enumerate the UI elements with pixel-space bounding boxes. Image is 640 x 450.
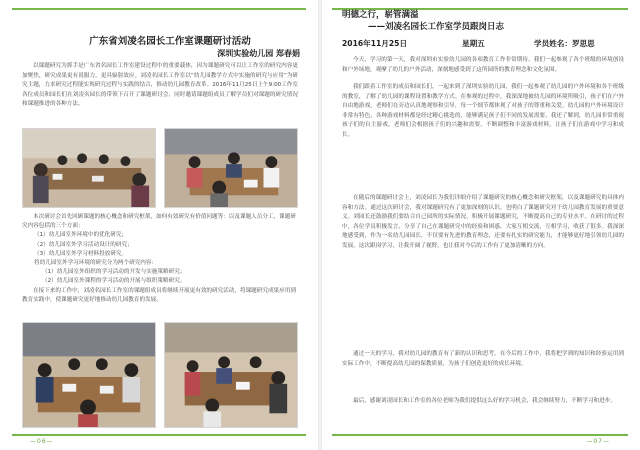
list-item-2: （2）幼儿园室外学习活动设计的研究； — [34, 241, 133, 248]
bottom-green-rule — [332, 434, 628, 436]
right-page — [322, 0, 640, 450]
right-paragraph-2: 我们跟着工作室的成员和园长们，一起来到了深圳实验幼儿园，我们一起参观了幼儿园的户外环境和各个班级的教室，了解了幼儿园的课程设置和教学方式。在参观的过程中，我深深地被幼儿园的环境所吸引，孩子们在户外自由地游戏，老师们在旁边认真地观察和引导，每一个细节都体现了对孩子的尊重和关爱。幼儿园的户外环境设计非常有特色，各种游戏材料都是经过精心挑选的，能够满足孩子们不同的发展需要。我还了解到，幼儿园非常重视孩子们的自主游戏，老师们会根据孩子们的兴趣和需要，不断调整和丰富游戏材料，让孩子们在游戏中学习和成长。 — [342, 84, 624, 138]
bottom-green-rule — [12, 434, 306, 436]
list-sub-intro: 将幼儿园室外学习环境的研究分为两个研究内容： — [34, 260, 158, 267]
photo-group-discussion — [164, 128, 298, 208]
left-page-number: —06— — [30, 438, 54, 445]
left-page-byline: 深圳实验幼儿园 郑春娟 — [217, 49, 300, 58]
right-paragraph-1: 今天，学习的第一天，我对深圳市实验幼儿园的各项教育工作非常期待。我们一起参观了各个班级的环境创设和户外场地，观摩了幼儿的户外活动，深刻地感受到了这所园所的教育理念和文化氛围。 — [342, 57, 624, 73]
left-closing-paragraph: 在接下来的工作中，刘凌名园长工作室的课题组成员将继续开展更有效的研究活动，将课题研究成果应用到教育实践中，使课题研究更好地推动幼儿园教育的发展。 — [22, 287, 296, 303]
list-item-1: （1）幼儿园室外环境中的优化研究； — [34, 232, 128, 239]
right-page-subtitle: ——刘凌名园长工作室学员跟岗日志 — [368, 22, 505, 32]
list-intro: 本次研讨会首先回顾课题的核心概念和研究框架，如何有效研究有价值问题等：以及课题人员分工，课题研究内容包括的三个方面： — [22, 214, 296, 230]
right-page-number: —07— — [586, 438, 610, 445]
right-paragraph-4: 通过一天的学习，我对幼儿园的教育有了新的认识和思考。在今后的工作中，我将把学到的知识和经验运用到实际工作中，不断提高幼儿园的保教质量，为孩子们创造更好的成长环境。 — [342, 351, 624, 367]
right-page-title: 明德之行，崭管满溢 — [342, 10, 419, 20]
right-paragraph-3: 在随后的课题研讨会上，刘凌园长为我们详细介绍了课题研究的核心概念和研究框架，以及课题研究的具体内容和方法。通过这次研讨会，我对课题研究有了更加深刻的认识，也明白了课题研究对于幼儿园教育发展的重要意义。刘园长还鼓励我们要结合自己园所的实际情况，积极开展课题研究，不断提高自己的专业水平。在研讨的过程中，各位学员积极发言，分享了自己在课题研究中的经验和困惑，大家互相交流，互相学习，收获了很多。我深深地感受到，作为一名幼儿园园长，不仅要有先进的教育理念，还要有扎实的研究能力，才能够更好地引领幼儿园的发展。这次跟岗学习，让我开阔了视野，也让我对今后的工作有了更加清晰的方向。 — [342, 195, 624, 249]
diary-weekday: 星期五 — [462, 39, 485, 48]
list-sub-item-1: （1）幼儿园室外组织的学习活动的开发与实施策略研究； — [42, 269, 186, 276]
left-page-title: 广东省刘凌名园长工作室课题研讨活动 — [89, 36, 251, 47]
left-list-block — [22, 213, 298, 305]
photo-meeting-room — [22, 128, 156, 208]
photo-classroom-visit — [164, 322, 298, 428]
diary-date: 2016年11月25日 — [342, 39, 408, 48]
top-green-rule — [12, 8, 306, 10]
photo-team-at-table — [22, 322, 156, 428]
left-intro-paragraph: 以课题研究为抓手是广东省名园长工作室建设过程中的重要载体，因为课题研究可以让工作室的研究内容更加聚焦，研究成果更有说服力，更具辐射效应。刘凌名园长工作室以“幼儿园教学方式中实施的研究与应用”为研究主题，力求研究过程能实现研究过程与实践的结合，推动幼儿园教育改革。2016年11月25日上午9:00工作室各位成员和园长们在刘凌名园长的带领下召开了课题研讨会，同时邀请课题组成员了解学员们对课题的研究情况和课题推进的各种方法。 — [22, 63, 298, 108]
list-item-3: （3）幼儿园室外学习材料投放研究。 — [34, 250, 128, 257]
diary-student-name: 学员姓名：罗思思 — [534, 39, 595, 48]
left-page — [0, 0, 318, 450]
list-sub-item-2: （2）幼儿园室外课程的学习活动的开展与组织策略研究。 — [42, 278, 186, 285]
right-paragraph-5: 最后，感谢刘凌园长和工作室的各位老师为我们提供这么好的学习机会，我会继续努力，不断学习和进步。 — [353, 398, 616, 404]
